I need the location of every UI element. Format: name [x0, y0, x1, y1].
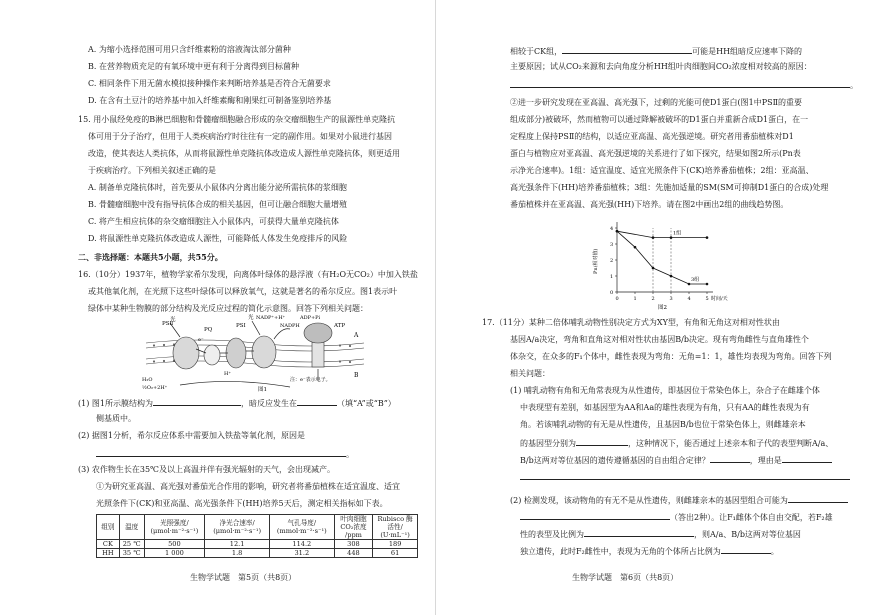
table-cell: 114.2 [269, 540, 334, 549]
q16-3-cont-text: 可能是HH组暗反应速率下降的 [692, 47, 803, 56]
data-point [706, 236, 709, 239]
x-tick-label: 4 [687, 296, 691, 302]
figure2-caption: 图2 [658, 305, 667, 311]
side-a-label: A [354, 332, 359, 339]
q17-2-text: 。 [770, 547, 779, 556]
x-tick-label: 2 [651, 296, 655, 302]
q17-1-line [520, 437, 833, 449]
q17-2-text: 独立遗传，此时F₂雌性中，表现为无角的个体所占比例为 [520, 547, 721, 556]
data-point [616, 230, 619, 233]
q17-1-text: ，理由是 [749, 456, 782, 465]
table-cell: CK [97, 540, 120, 549]
answer-blank[interactable] [782, 454, 832, 463]
page-footer-left: 生物学试题 第5页（共8页） [190, 573, 297, 582]
q17-1-text: ，这种情况下，能否通过上述亲本和子代的表型判断A/a、 [628, 439, 834, 448]
adp-label: ADP+Pi [300, 315, 321, 321]
q14-option-c: C. 相同条件下用无菌水模拟接种操作来判断培养基是否符合无菌要求 [88, 79, 331, 88]
q16-stem-line: 16.（10分）1937年，植物学家希尔发现，向离体叶绿体的悬浮液（有H₂O无CO₂）中加入铁盐 [78, 270, 418, 279]
table-cell: 500 [144, 540, 205, 549]
q14-option-b: B. 在营养物质充足的有氧环境中更有利于分离得到目标菌种 [88, 62, 299, 71]
q15-stem-line: 改造，使其表达人类抗体，从而将鼠源性单克隆抗体改造成人源性单克隆抗体，则更适用 [88, 149, 400, 158]
ps2-complex [173, 337, 199, 369]
q17-2-line [520, 511, 833, 523]
q14-option-a: A. 为缩小选择范围可用只含纤维素粉的溶液淘汰部分菌种 [88, 45, 291, 54]
data-table [96, 514, 418, 558]
table-row [97, 549, 418, 558]
pq-label: PQ [204, 327, 213, 333]
ps2-label: PSⅡ [162, 321, 174, 327]
q15-option-b: B. 骨髓瘤细胞中没有指导抗体合成的相关基因，但可让融合细胞大量增殖 [88, 200, 347, 209]
q16-3-2-line: 组成部分)被破坏，然而植物可以通过降解被破坏的D1蛋白并重新合成D1蛋白，在一 [510, 115, 809, 124]
y-tick-label: 2 [610, 258, 614, 264]
q17-2-line [520, 528, 801, 540]
q16-stem-line: 或其他氧化剂，在光照下这些叶绿体可以释放氧气，这就是著名的希尔反应。图1表示叶 [88, 287, 398, 296]
answer-blank[interactable] [297, 397, 337, 406]
series-label: 1组 [673, 230, 682, 237]
x-tick-label: 0 [615, 296, 619, 302]
side-b-label: B [354, 372, 359, 379]
q15-stem-line: 于疾病治疗。下列相关叙述正确的是 [88, 166, 216, 175]
answer-blank[interactable] [721, 545, 771, 554]
q15-stem-line: 15. 用小鼠经免疫的B淋巴细胞和骨髓瘤细胞融合形成的杂交瘤细胞生产的鼠源性单克隆抗 [78, 115, 396, 124]
table-header: 光照强度/ (μmol·m⁻²·s⁻¹) [144, 515, 205, 540]
q16-3-cont-text: 相较于CK组， [510, 47, 563, 56]
answer-blank[interactable] [710, 454, 750, 463]
light-label-1: 光 [170, 317, 176, 323]
right-page [436, 0, 870, 615]
series-line [617, 231, 707, 237]
q16-3-2-line: 定程度上保持PSⅡ的结构，以适应亚高温、高光强逆境。研究者用番茄植株对D1 [510, 132, 794, 141]
data-point [670, 275, 673, 278]
y-tick-label: 4 [610, 226, 614, 232]
q16-stem-line: 绿体中某种生物膜的部分结构及光反应过程的简化示意图。回答下列相关问题： [88, 304, 368, 313]
figure2-chart [591, 218, 728, 311]
y-tick-label: 1 [610, 274, 614, 280]
table-cell: 448 [334, 549, 373, 558]
table-header-row [97, 515, 418, 540]
q17-1-line: 中表现型有差别，如基因型为AA和Aa的雄性表现为有角，只有AA的雌性表现为有 [520, 403, 810, 412]
q17-stem-line: 体杂交，在众多的F₁个体中，雌性表现为弯角：无角=1：1，雄性均表现为弯角。回答下列 [510, 352, 832, 361]
table-cell: HH [97, 549, 120, 558]
table-cell: 31.2 [269, 549, 334, 558]
figure1-caption: 图1 [258, 387, 267, 393]
oxygen-label: ½O₂+2H⁺ [142, 385, 168, 391]
answer-blank[interactable] [788, 494, 848, 503]
ps1-label: PSⅠ [236, 323, 246, 329]
q16-2-text: (2) 据图1分析，希尔反应体系中需要加入铁盐等氧化剂，原因是 [78, 431, 305, 440]
q17-stem-line: 17.（11分）某种二倍体哺乳动物性别决定方式为XY型，有角和无角这对相对性状由 [482, 318, 780, 327]
q16-3-2-line: 蛋白与植物应对亚高温、高光强逆境的关系进行了如下探究，结果如图2所示(Pn表 [510, 149, 801, 158]
q15-option-c: C. 将产生相应抗体的杂交瘤细胞注入小鼠体内，可获得大量单克隆抗体 [88, 217, 339, 226]
atp-synthase-head [304, 323, 332, 343]
figure-note: 注：e⁻表示电子。 [290, 377, 331, 383]
q15-option-a: A. 制备单克隆抗体时，首先要从小鼠体内分离出能分泌所需抗体的浆细胞 [88, 183, 347, 192]
table-cell: 12.1 [205, 540, 270, 549]
table-cell: 189 [373, 540, 418, 549]
y-tick-label: 3 [610, 242, 614, 248]
data-point [670, 236, 673, 239]
q17-2-text: ，则A/a、B/b这两对等位基因 [694, 530, 801, 539]
q17-1-text: B/b这两对等位基因的遗传遵循基因的自由组合定律？ [520, 456, 710, 465]
page-footer-right: 生物学试题 第6页（共8页） [572, 573, 679, 582]
q16-3-2-line: 示净光合速率)。1组：适宜温度、适宜光照条件下(CK)培养番茄植株；2组：亚高温、 [510, 166, 814, 175]
q16-2-end: 。 [346, 450, 354, 459]
q17-2-line [510, 494, 848, 506]
table-cell: 35 ℃ [119, 549, 144, 558]
q16-3-cont-line [510, 45, 802, 57]
table-cell: 308 [334, 540, 373, 549]
answer-blank[interactable] [96, 448, 346, 457]
q17-2-text: (2) 检测发现，该动物角的有无不是从性遗传，则雌雄亲本的基因型组合可能为 [510, 496, 788, 505]
q14-option-d: D. 在含有土豆汁的培养基中加入纤维素酶和刚果红可制备鉴别培养基 [88, 96, 332, 105]
q16-3-cont-end: 。 [850, 81, 858, 90]
electron-label: e⁻ [198, 337, 204, 343]
atp-synthase-stalk [312, 341, 324, 367]
x-tick-label: 5 [705, 296, 709, 302]
answer-blank[interactable] [584, 528, 694, 537]
q17-2-text: 性的表型及比例为 [520, 530, 584, 539]
table-header: 净光合速率/ (μmol·m⁻²·s⁻¹) [205, 515, 270, 540]
q17-stem-line: 基因A/a决定，弯角和直角这对相对性状由基因B/b决定。现有弯角雌性与直角雄性个 [510, 335, 809, 344]
q16-1-text: ，暗反应发生在 [240, 399, 297, 408]
data-point [688, 283, 691, 286]
q15-stem-line: 体可用于分子治疗，但用于人类疾病治疗时往往有一定的副作用。如果对小鼠进行基因 [88, 132, 392, 141]
q17-stem-line: 相关问题： [510, 369, 550, 378]
nadph-label: NADPH [280, 323, 300, 329]
q16-3-2-line: 番茄植株并在亚高温、高光强(HH)下培养。请在图2中画出2组的曲线趋势图。 [510, 200, 789, 209]
q15-option-d: D. 将鼠源性单克隆抗体改造成人源性，可能降低人体发生免疫排斥的风险 [88, 234, 348, 243]
pq-carrier [204, 345, 220, 365]
table-header: 温度 [119, 515, 144, 540]
table-cell: 25 ℃ [119, 540, 144, 549]
answer-blank[interactable] [562, 45, 692, 54]
x-tick-label: 1 [633, 296, 637, 302]
proton-label: H⁺ [224, 371, 231, 377]
q16-3-2-line: ②进一步研究发现在亚高温、高光强下，过剩的光能可使D1蛋白(图1中PSⅡ的重要 [510, 98, 803, 107]
q16-2-blank-line [96, 448, 354, 460]
q16-3-1-line: 光照条件下(CK)和亚高温、高光强条件下(HH)培养5天后，测定相关指标如下表。 [96, 499, 388, 508]
q16-1-line [78, 397, 396, 409]
nadp-label: NADP⁺+H⁺ [256, 315, 286, 321]
table-row [97, 540, 418, 549]
x-tick-label: 3 [669, 296, 673, 302]
q16-3-cont-text: 主要原因；试从CO₂来源和去向角度分析HH组叶肉细胞间CO₂浓度相对较高的原因： [510, 62, 812, 71]
y-axis-label: Pn(相对值) [593, 248, 599, 274]
q16-1-text: (1) 图1所示膜结构为 [78, 399, 153, 408]
thylakoid-membrane-figure [140, 315, 370, 393]
data-point [634, 246, 637, 249]
table-header: 气孔导度/ (mmol·m⁻²·s⁻¹) [269, 515, 334, 540]
answer-blank[interactable] [520, 511, 670, 520]
q16-1-text-cont: 侧基质中。 [96, 414, 136, 423]
table-cell: 61 [373, 549, 418, 558]
data-point [706, 283, 709, 286]
answer-blank[interactable] [153, 397, 241, 406]
q16-3-1-line: ①为研究亚高温、高光强对番茄光合作用的影响，研究者将番茄植株在适宜温度、适宜 [96, 482, 400, 491]
q17-1-line [520, 454, 832, 466]
x-axis-label: 时间/天 [711, 296, 728, 302]
q16-1-text: （填“A”或“B”） [336, 399, 396, 408]
cytochrome-complex [226, 338, 246, 368]
table-cell: 1 000 [144, 549, 205, 558]
data-point [652, 236, 655, 239]
answer-blank[interactable] [520, 471, 850, 480]
q16-2-line [78, 431, 305, 441]
atp-label: ATP [334, 323, 346, 329]
q17-1-line: (1) 哺乳动物有角和无角常表现为从性遗传，即基因位于常染色体上，杂合子在雌雄个体 [510, 386, 820, 395]
q16-3-text: (3) 农作物生长在35℃及以上高温并伴有强光辐射的天气，会出现减产。 [78, 465, 336, 474]
table-cell: 1.8 [205, 549, 270, 558]
q16-3-2-line: 高光强条件下(HH)培养番茄植株；3组：先施加适量的SM(SM可抑制D1蛋白的合成)处理 [510, 183, 829, 192]
q16-3-cont-line [510, 79, 858, 91]
series-label: 3组 [691, 277, 700, 283]
q17-1-blank-line [520, 471, 850, 483]
answer-blank[interactable] [576, 437, 628, 446]
y-tick-label: 0 [610, 290, 614, 296]
water-label: H₂O [142, 377, 153, 383]
light-label-2: 光 [248, 315, 254, 321]
q17-1-text: 的基因型分别为 [520, 439, 576, 448]
data-point [652, 267, 655, 270]
table-header: 叶肉细胞 CO₂浓度 /ppm [334, 515, 373, 540]
ps1-complex [252, 336, 276, 368]
table-header: 组别 [97, 515, 120, 540]
table-header: Rubisco 酶活性/ (U·mL⁻¹) [373, 515, 418, 540]
q17-2-text: （答出2种）。让F₁雌体个体自由交配，若F₂雄 [670, 513, 833, 522]
section-title: 二、非选择题：本题共5小题，共55分。 [78, 252, 223, 262]
q17-1-line: 角。若该哺乳动物的有无是从性遗传，且基因B/b也位于常染色体上，则雌雄亲本 [520, 420, 806, 429]
q17-2-line [520, 545, 779, 557]
answer-blank[interactable] [510, 79, 850, 88]
